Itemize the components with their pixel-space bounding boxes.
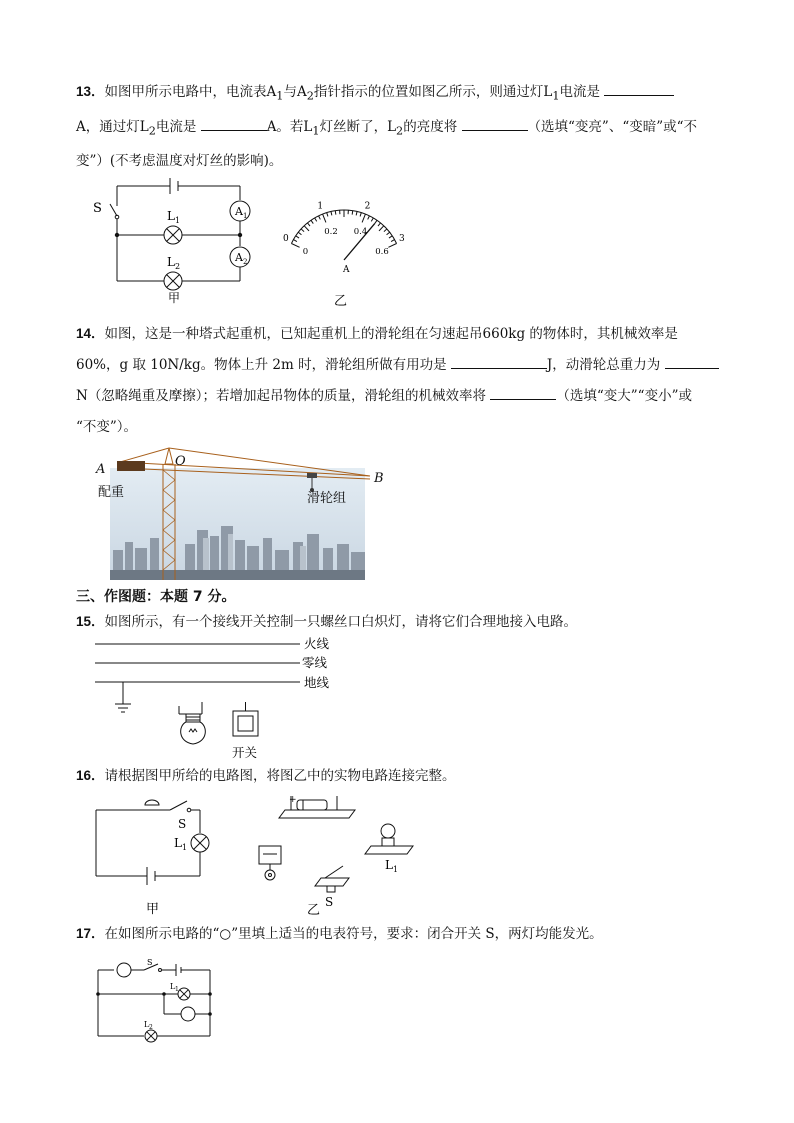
dial-bottom-label: 0.6	[375, 247, 389, 258]
question-13-text: 13．如图甲所示电路中，电流表$A_1$与$A_2$指针指示的位置如图乙所示，则通过灯$L_1$电流是 A，通过灯$L_2$电流是 A。若$L_1$灯丝断了，$L_2$的亮度将 （选填“变亮”、“变暗”或“不 变”）(不考虑温度对灯丝的影响)。	[76, 76, 756, 177]
dial-tick	[335, 211, 336, 215]
question-14-text: 14．如图，这是一种塔式起重机，已知起重机上的滑轮组在匀速起吊660kg 的物体时，其机械效率是 60%，g 取 10N/kg。物体上升 2m 时，滑轮组所做有用功是 J，动滑轮总重力为 N（忽略绳重及摩擦）；若增加起吊物体的质量，滑轮组的机械效率将 （选填“变大”“变小”或 “不变”）。	[76, 318, 756, 443]
dial-tick	[315, 218, 317, 221]
dial-tick	[331, 211, 332, 215]
ammeter-dial-yi	[272, 180, 422, 310]
pulley-label: 滑轮组	[307, 491, 347, 506]
dial-tick	[360, 213, 361, 217]
dial-tick	[311, 220, 313, 223]
svg-text:+: +	[289, 795, 297, 805]
answer-blank[interactable]	[451, 354, 547, 369]
svg-text:1: 1	[175, 216, 181, 225]
neutral-wire-label: 零线	[302, 655, 328, 670]
svg-text:2: 2	[243, 258, 248, 266]
figure-caption: 乙	[334, 294, 348, 309]
dial-top-label: 3	[399, 233, 405, 244]
dial-tick	[304, 226, 309, 231]
ground-wire-label: 地线	[304, 675, 330, 690]
circuit-diagram-q16-jia	[90, 793, 230, 918]
answer-blank[interactable]	[604, 81, 674, 96]
dial-tick	[391, 240, 394, 242]
circuit-diagram-jia	[90, 176, 290, 306]
svg-text:L: L	[170, 982, 176, 991]
dial-tick	[356, 211, 357, 215]
svg-text:A: A	[235, 205, 243, 218]
svg-text:A: A	[235, 251, 243, 264]
dial-tick	[387, 232, 390, 234]
dial-tick	[298, 232, 301, 234]
dial-tick	[388, 243, 396, 247]
dial-tick	[307, 223, 310, 226]
dial-bottom-label: 0.4	[353, 226, 368, 237]
dial-tick	[384, 229, 387, 232]
svg-text:1: 1	[243, 212, 248, 220]
tower-crane-image	[95, 450, 395, 580]
svg-text:L: L	[144, 1020, 150, 1029]
svg-text:2: 2	[175, 262, 181, 271]
dial-tick	[371, 218, 373, 221]
svg-text:1: 1	[182, 843, 188, 852]
dial-tick	[327, 213, 328, 217]
svg-text:1: 1	[175, 986, 179, 993]
crane-label-A: A	[96, 462, 106, 477]
dial-top-label: 2	[364, 201, 371, 212]
dial-bottom-label: 0.2	[324, 226, 338, 237]
physical-circuit-q16-yi	[245, 790, 435, 918]
svg-text:2: 2	[149, 1024, 153, 1031]
answer-blank[interactable]	[201, 116, 267, 131]
svg-text:L: L	[167, 255, 175, 269]
crane-label-O: O	[175, 454, 186, 469]
svg-text:L: L	[174, 836, 182, 850]
answer-blank[interactable]	[462, 116, 528, 131]
circuit-diagram-q17	[92, 958, 222, 1048]
dial-tick	[378, 223, 381, 226]
question-17-text: 17．在如图所示电路的“○”里填上适当的电表符号，要求：闭合开关 S，两灯均能发光。	[76, 926, 603, 942]
dial-tick	[296, 236, 299, 238]
svg-text:S: S	[325, 895, 334, 909]
svg-text:S: S	[147, 958, 153, 967]
dial-tick	[362, 214, 365, 222]
figure-caption: 乙	[307, 903, 321, 918]
dial-tick	[375, 220, 377, 223]
dial-tick	[301, 229, 304, 232]
dial-top-label: 0	[282, 233, 289, 244]
question-15-text: 15．如图所示，有一个接线开关控制一只螺丝口白炽灯，请将它们合理地接入电路。	[76, 614, 578, 630]
dial-tick	[379, 226, 384, 231]
question-number: 13．	[76, 84, 105, 99]
dial-tick	[319, 216, 321, 220]
svg-text:S: S	[178, 817, 187, 831]
dial-bottom-label: 0	[302, 247, 309, 258]
figure-caption: 甲	[168, 291, 181, 305]
switch-label: S	[93, 201, 102, 216]
dial-top-label: 1	[317, 201, 324, 212]
switch-label: 开关	[232, 745, 258, 760]
figure-caption: 甲	[146, 902, 160, 917]
dial-tick	[291, 243, 299, 247]
question-16-text: 16．请根据图甲所给的电路图，将图乙中的实物电路连接完整。	[76, 768, 456, 784]
live-wire-label: 火线	[304, 636, 330, 651]
svg-text:L: L	[167, 209, 175, 223]
dial-tick	[323, 214, 326, 222]
dial-tick	[293, 240, 296, 242]
answer-blank[interactable]	[665, 354, 719, 369]
crane-label-B: B	[374, 471, 384, 486]
counterweight-label: 配重	[98, 485, 125, 500]
svg-text:1: 1	[393, 865, 399, 874]
household-circuit	[90, 636, 350, 761]
dial-tick	[389, 236, 392, 238]
answer-blank[interactable]	[490, 385, 556, 400]
dial-tick	[368, 216, 370, 220]
dial-tick	[352, 211, 353, 215]
unit-label: A	[343, 265, 350, 275]
section-heading: 三、作图题：本题 7 分。	[76, 589, 236, 605]
svg-text:L: L	[385, 858, 393, 872]
